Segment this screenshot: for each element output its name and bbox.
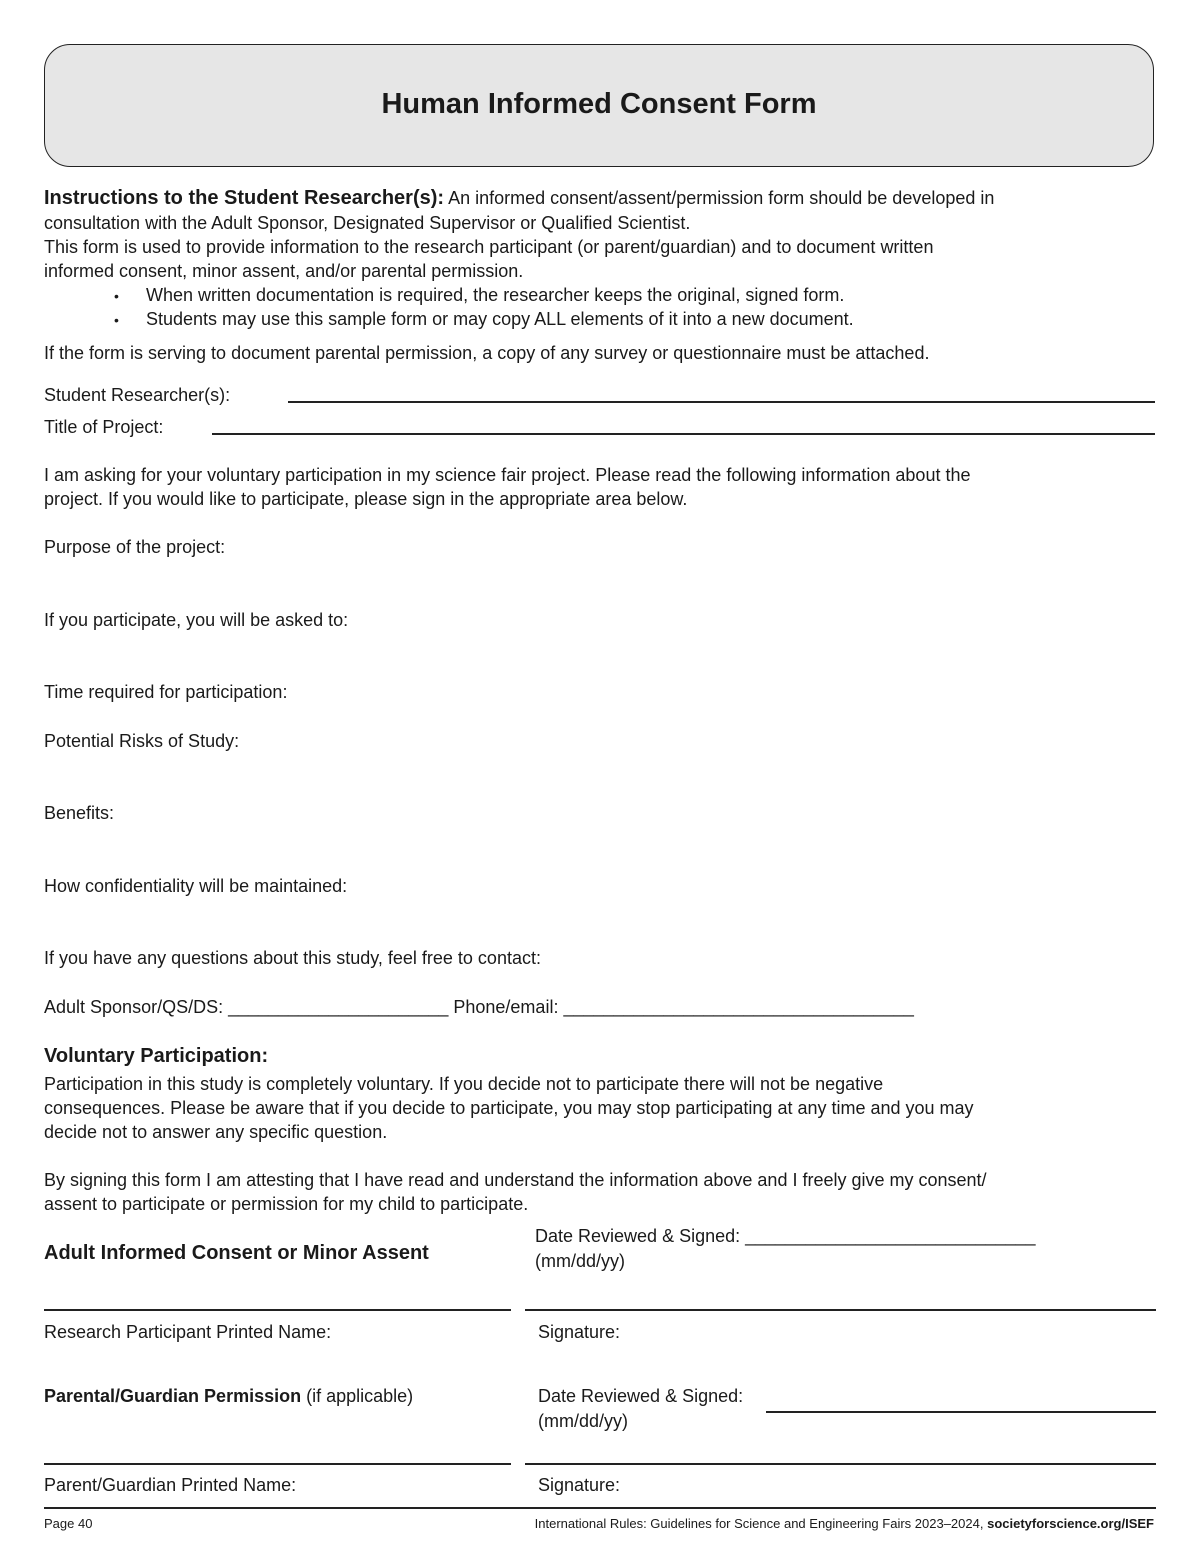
adult-date-label: Date Reviewed & Signed: <box>535 1226 741 1246</box>
participant-name-label: Research Participant Printed Name: <box>44 1322 332 1342</box>
parent-name-label: Parent/Guardian Printed Name: <box>44 1475 297 1495</box>
parent-date-line[interactable] <box>766 1411 1156 1413</box>
voluntary-text-2: consequences. Please be aware that if you decide to participate, you may stop participating at any time and you may <box>44 1098 974 1118</box>
sponsor-blank[interactable]: ______________________ <box>228 997 449 1017</box>
adult-date-row <box>535 1224 1035 1248</box>
parent-name-line[interactable] <box>44 1463 511 1465</box>
bullet-item: When written documentation is required, the researcher keeps the original, signed form. <box>146 285 845 305</box>
page-number: Page 40 <box>44 1516 93 1531</box>
participant-signature-line[interactable] <box>525 1309 1156 1311</box>
page-title: Human Informed Consent Form <box>381 88 817 120</box>
parental-permission-heading <box>44 1384 413 1408</box>
footer-source: International Rules: Guidelines for Science and Engineering Fairs 2023–2024, <box>534 1516 984 1531</box>
asked-to-label: If you participate, you will be asked to: <box>44 610 349 630</box>
participant-name-line[interactable] <box>44 1309 511 1311</box>
attachment-note: If the form is serving to document parental permission, a copy of any survey or questionnaire must be attached. <box>44 343 930 363</box>
benefits-label: Benefits: <box>44 803 115 823</box>
footer-divider <box>44 1507 1156 1509</box>
attestation-text-1: By signing this form I am attesting that I have read and understand the information above and I freely give my consent/ <box>44 1170 987 1190</box>
risks-label: Potential Risks of Study: <box>44 731 240 751</box>
phone-label: Phone/email: <box>453 997 559 1017</box>
project-title-line[interactable] <box>212 433 1155 435</box>
questions-label: If you have any questions about this study, feel free to contact: <box>44 948 541 968</box>
parental-heading-note: (if applicable) <box>306 1386 414 1406</box>
phone-blank[interactable]: ___________________________________ <box>563 997 914 1017</box>
parent-signature-line[interactable] <box>525 1463 1156 1465</box>
purpose-label: Purpose of the project: <box>44 537 226 557</box>
parental-heading-bold: Parental/Guardian Permission <box>44 1386 302 1406</box>
instructions-text-3: This form is used to provide information to the research participant (or parent/guardian) and to document written <box>44 237 934 257</box>
sponsor-label: Adult Sponsor/QS/DS: <box>44 997 224 1017</box>
instructions-text-1: An informed consent/assent/permission form should be developed in <box>448 188 995 208</box>
voluntary-text-1: Participation in this study is completely voluntary. If you decide not to participate there will not be negative <box>44 1074 884 1094</box>
adult-consent-heading: Adult Informed Consent or Minor Assent <box>44 1242 429 1264</box>
confidentiality-label: How confidentiality will be maintained: <box>44 876 348 896</box>
footer-url[interactable]: societyforscience.org/ISEF <box>987 1516 1154 1531</box>
intro-text-2: project. If you would like to participate, please sign in the appropriate area below. <box>44 489 688 509</box>
intro-text-1: I am asking for your voluntary participation in my science fair project. Please read the following information about the <box>44 465 971 485</box>
adult-date-blank[interactable]: _____________________________ <box>745 1226 1036 1246</box>
participant-signature-label: Signature: <box>538 1322 621 1342</box>
time-required-label: Time required for participation: <box>44 682 288 702</box>
footer-citation <box>535 1516 1154 1532</box>
voluntary-heading: Voluntary Participation: <box>44 1045 269 1067</box>
parent-date-label: Date Reviewed & Signed: <box>538 1386 744 1406</box>
bullet-item: Students may use this sample form or may copy ALL elements of it into a new document. <box>146 309 854 329</box>
parent-date-format: (mm/dd/yy) <box>538 1411 628 1431</box>
voluntary-text-3: decide not to answer any specific question. <box>44 1122 388 1142</box>
bullet-marker: • <box>114 288 119 304</box>
parent-signature-label: Signature: <box>538 1475 621 1495</box>
bullet-marker: • <box>114 312 119 328</box>
adult-date-format: (mm/dd/yy) <box>535 1251 625 1271</box>
student-researchers-line[interactable] <box>288 401 1155 403</box>
instructions-line-1 <box>44 186 994 210</box>
project-title-label: Title of Project: <box>44 417 164 437</box>
instructions-text-4: informed consent, minor assent, and/or parental permission. <box>44 261 524 281</box>
student-researchers-label: Student Researcher(s): <box>44 385 231 405</box>
instructions-text-2: consultation with the Adult Sponsor, Designated Supervisor or Qualified Scientist. <box>44 213 691 233</box>
contact-line <box>44 995 914 1019</box>
attestation-text-2: assent to participate or permission for my child to participate. <box>44 1194 529 1214</box>
instructions-heading: Instructions to the Student Researcher(s): <box>44 187 445 209</box>
